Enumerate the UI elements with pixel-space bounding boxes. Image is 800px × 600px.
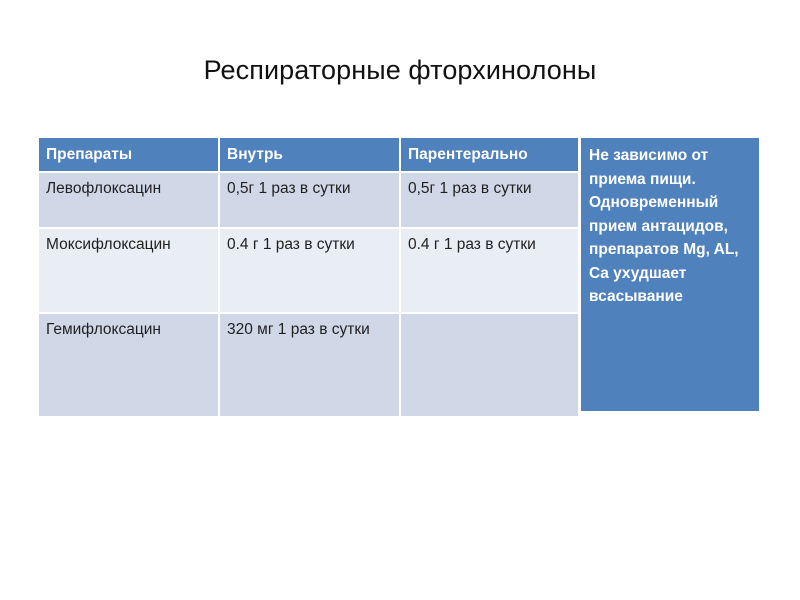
parenteral-dose-cell [400,313,579,416]
table-row [39,228,579,313]
oral-dose-cell: 0.4 г 1 раз в сутки [219,228,400,313]
drug-name-cell: Левофлоксацин [39,172,219,228]
table-row [39,172,579,228]
note-box: Не зависимо от приема пищи. Одновременный прием антацидов, препаратов Mg, AL, Ca ухудшает всасывание [581,138,759,411]
header-oral: Внутрь [219,138,400,172]
drug-name-cell: Гемифлоксацин [39,313,219,416]
oral-dose-cell: 320 мг 1 раз в сутки [219,313,400,416]
parenteral-dose-cell: 0.4 г 1 раз в сутки [400,228,579,313]
header-parenteral: Парентерально [400,138,579,172]
drug-name-cell: Моксифлоксацин [39,228,219,313]
table-row [39,313,579,416]
slide-title: Респираторные фторхинолоны [203,55,597,85]
header-drugs: Препараты [39,138,219,172]
drug-table [39,138,580,416]
table-header-row [39,138,579,172]
parenteral-dose-cell: 0,5г 1 раз в сутки [400,172,579,228]
oral-dose-cell: 0,5г 1 раз в сутки [219,172,400,228]
